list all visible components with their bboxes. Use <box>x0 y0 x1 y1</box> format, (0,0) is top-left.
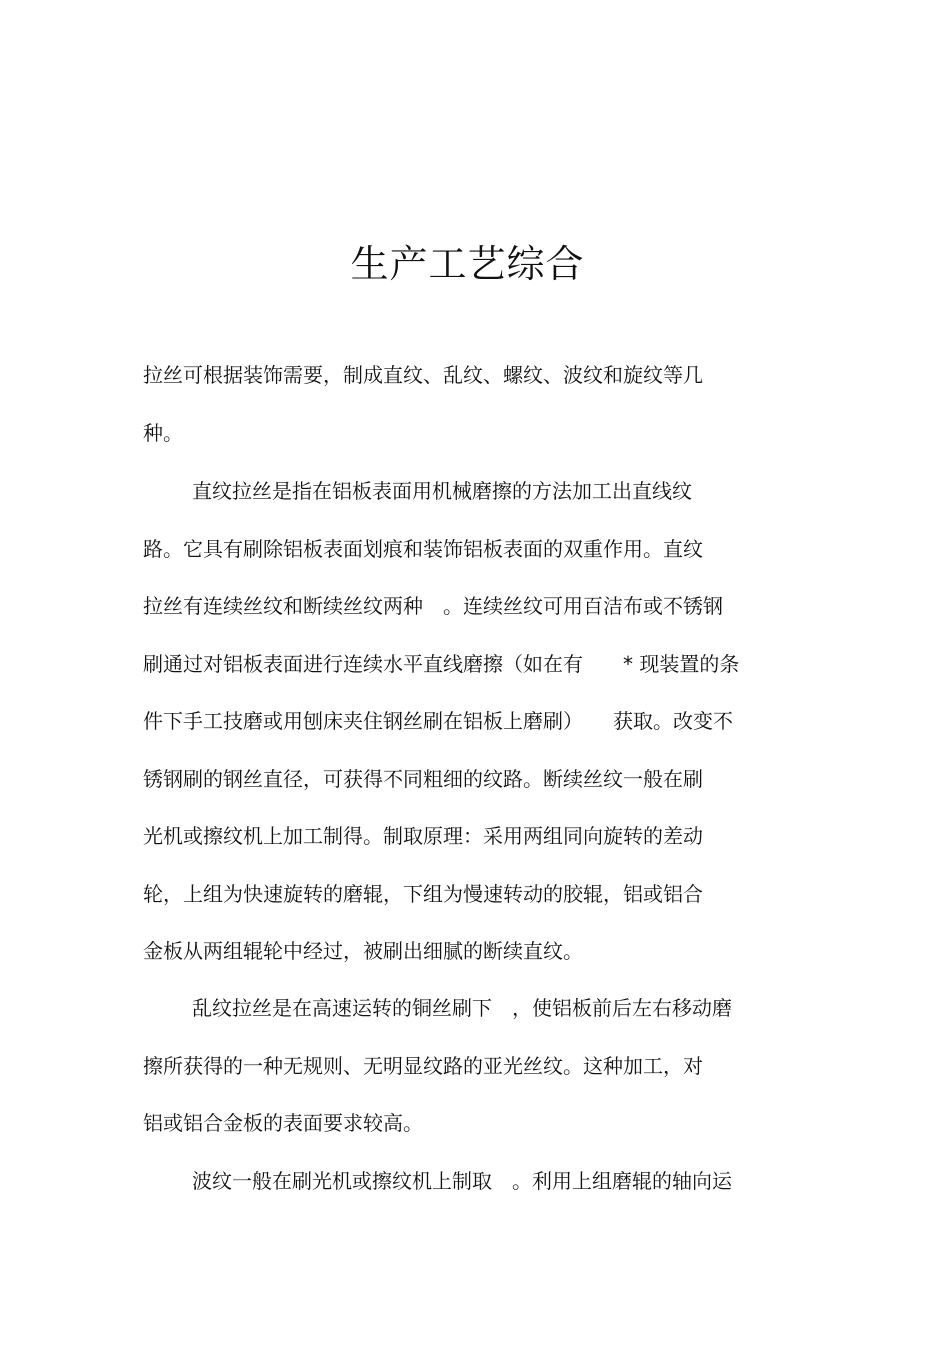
text-line: 乱纹拉丝是在高速运转的铜丝刷下 ，使铝板前后左右移动磨 <box>192 996 732 1020</box>
text-line: 种。 <box>143 421 183 445</box>
text-line: 波纹一般在刷光机或擦纹机上制取 。利用上组磨辊的轴向运 <box>192 1169 732 1193</box>
text-line: 路。它具有刷除铝板表面划痕和装饰铝板表面的双重作用。直纹 <box>143 537 703 561</box>
text-line: 金板从两组辊轮中经过，被刷出细腻的断续直纹。 <box>143 939 583 963</box>
text-line: 锈钢刷的钢丝直径，可获得不同粗细的纹路。断续丝纹一般在刷 <box>143 767 703 791</box>
text-line: 铝或铝合金板的表面要求较高。 <box>143 1111 423 1135</box>
document-title: 生产工艺综合 <box>350 242 585 286</box>
text-line: 轮，上组为快速旋转的磨辊，下组为慢速转动的胶辊，铝或铝合 <box>143 882 703 906</box>
text-line: 直纹拉丝是指在铝板表面用机械磨擦的方法加工出直线纹 <box>192 479 692 503</box>
text-line: 件下手工技磨或用刨床夹住钢丝刷在铝板上磨刷） 获取。改变不 <box>143 709 733 733</box>
text-line: 拉丝可根据装饰需要，制成直纹、乱纹、螺纹、波纹和旋纹等几 <box>143 363 703 387</box>
text-line: 擦所获得的一种无规则、无明显纹路的亚光丝纹。这种加工，对 <box>143 1054 703 1078</box>
text-line: 光机或擦纹机上加工制得。制取原理：采用两组同向旋转的差动 <box>143 824 703 848</box>
text-line: 拉丝有连续丝纹和断续丝纹两种 。连续丝纹可用百洁布或不锈钢 <box>143 594 723 618</box>
text-line: 刷通过对铝板表面进行连续水平直线磨擦（如在有 * 现装置的条 <box>143 652 740 676</box>
